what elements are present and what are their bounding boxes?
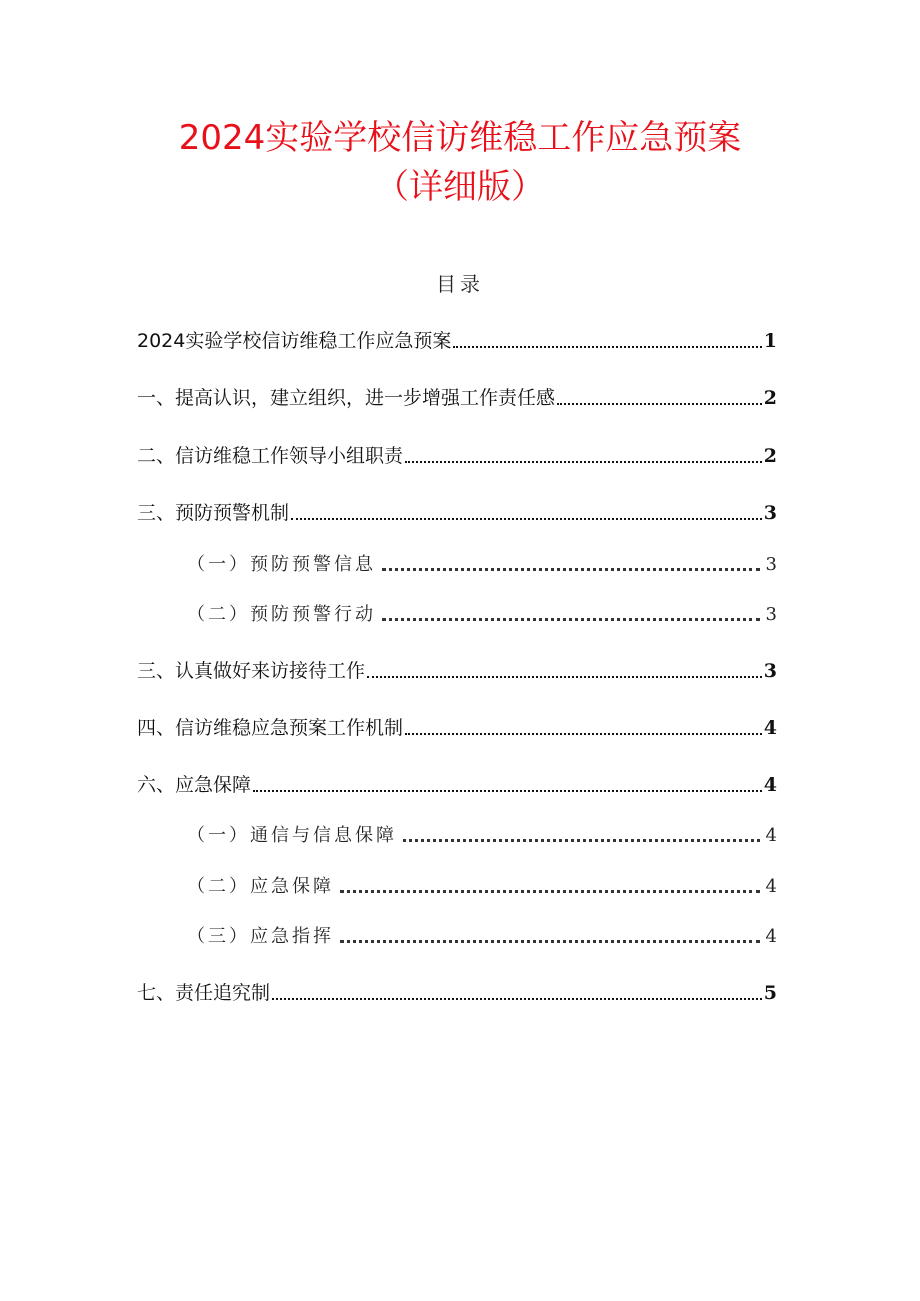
toc-entry[interactable] (137, 498, 777, 525)
toc-entry[interactable] (137, 713, 777, 740)
toc-entry-text: 六、应急保障 (137, 774, 252, 796)
toc-page-number: 5 (763, 982, 777, 1004)
toc-leader-dots (405, 461, 762, 463)
toc-leader-dots (272, 998, 762, 1000)
toc-entry[interactable] (187, 872, 777, 898)
toc-leader-dots (253, 790, 762, 792)
toc-leader-dots (340, 890, 760, 893)
toc-leader-dots (557, 403, 762, 405)
toc-page-number: 3 (765, 554, 777, 575)
toc-leader-dots (340, 940, 760, 943)
toc-leader-dots (453, 346, 761, 348)
toc-entry[interactable] (137, 978, 777, 1005)
toc-entry[interactable] (187, 922, 777, 948)
toc-entry-text: （一）预防预警信息 (187, 554, 376, 575)
toc-page-number: 4 (763, 774, 777, 796)
toc-entry[interactable] (137, 383, 777, 410)
toc-entry-text: 一、提高认识，建立组织，进一步增强工作责任感 (137, 387, 556, 409)
toc-entry[interactable] (137, 441, 777, 468)
toc-page-number: 2 (763, 445, 777, 467)
toc-page-number: 2 (763, 387, 777, 409)
toc-entry-text: 三、预防预警机制 (137, 502, 290, 524)
toc-leader-dots (403, 839, 760, 842)
toc-entry[interactable] (137, 656, 777, 683)
toc-leader-dots (405, 733, 762, 735)
toc-leader-dots (367, 676, 762, 678)
toc-entry[interactable] (187, 821, 777, 847)
toc-page-number: 4 (765, 926, 777, 947)
toc-page-number: 3 (765, 604, 777, 625)
toc-entry-text: 四、信访维稳应急预案工作机制 (137, 717, 404, 739)
toc-page-number: 4 (765, 825, 777, 846)
toc-entry-text: 三、认真做好来访接待工作 (137, 660, 366, 682)
toc-entry-text: 2024实验学校信访维稳工作应急预案 (137, 330, 452, 352)
document-subtitle: （详细版） (375, 167, 545, 207)
document-title: 2024实验学校信访维稳工作应急预案 (178, 118, 742, 158)
toc-page-number: 1 (763, 330, 777, 352)
toc-entry-text: （一）通信与信息保障 (187, 825, 397, 846)
toc-entry[interactable] (137, 770, 777, 797)
toc-page-number: 4 (763, 717, 777, 739)
toc-heading: 目录 (436, 272, 484, 296)
toc-leader-dots (291, 518, 762, 520)
toc-page-number: 3 (763, 660, 777, 682)
toc-page-number: 4 (765, 876, 777, 897)
toc-leader-dots (382, 618, 760, 621)
toc-entry[interactable] (187, 600, 777, 626)
toc-entry-text: （二）应急保障 (187, 876, 334, 897)
toc-entry-text: 七、责任追究制 (137, 982, 271, 1004)
toc-leader-dots (382, 568, 760, 571)
toc-page-number: 3 (763, 502, 777, 524)
toc-entry[interactable] (137, 326, 777, 353)
toc-entry[interactable] (187, 550, 777, 576)
toc-entry-text: （三）应急指挥 (187, 926, 334, 947)
toc-entry-text: （二）预防预警行动 (187, 604, 376, 625)
toc-entry-text: 二、信访维稳工作领导小组职责 (137, 445, 404, 467)
